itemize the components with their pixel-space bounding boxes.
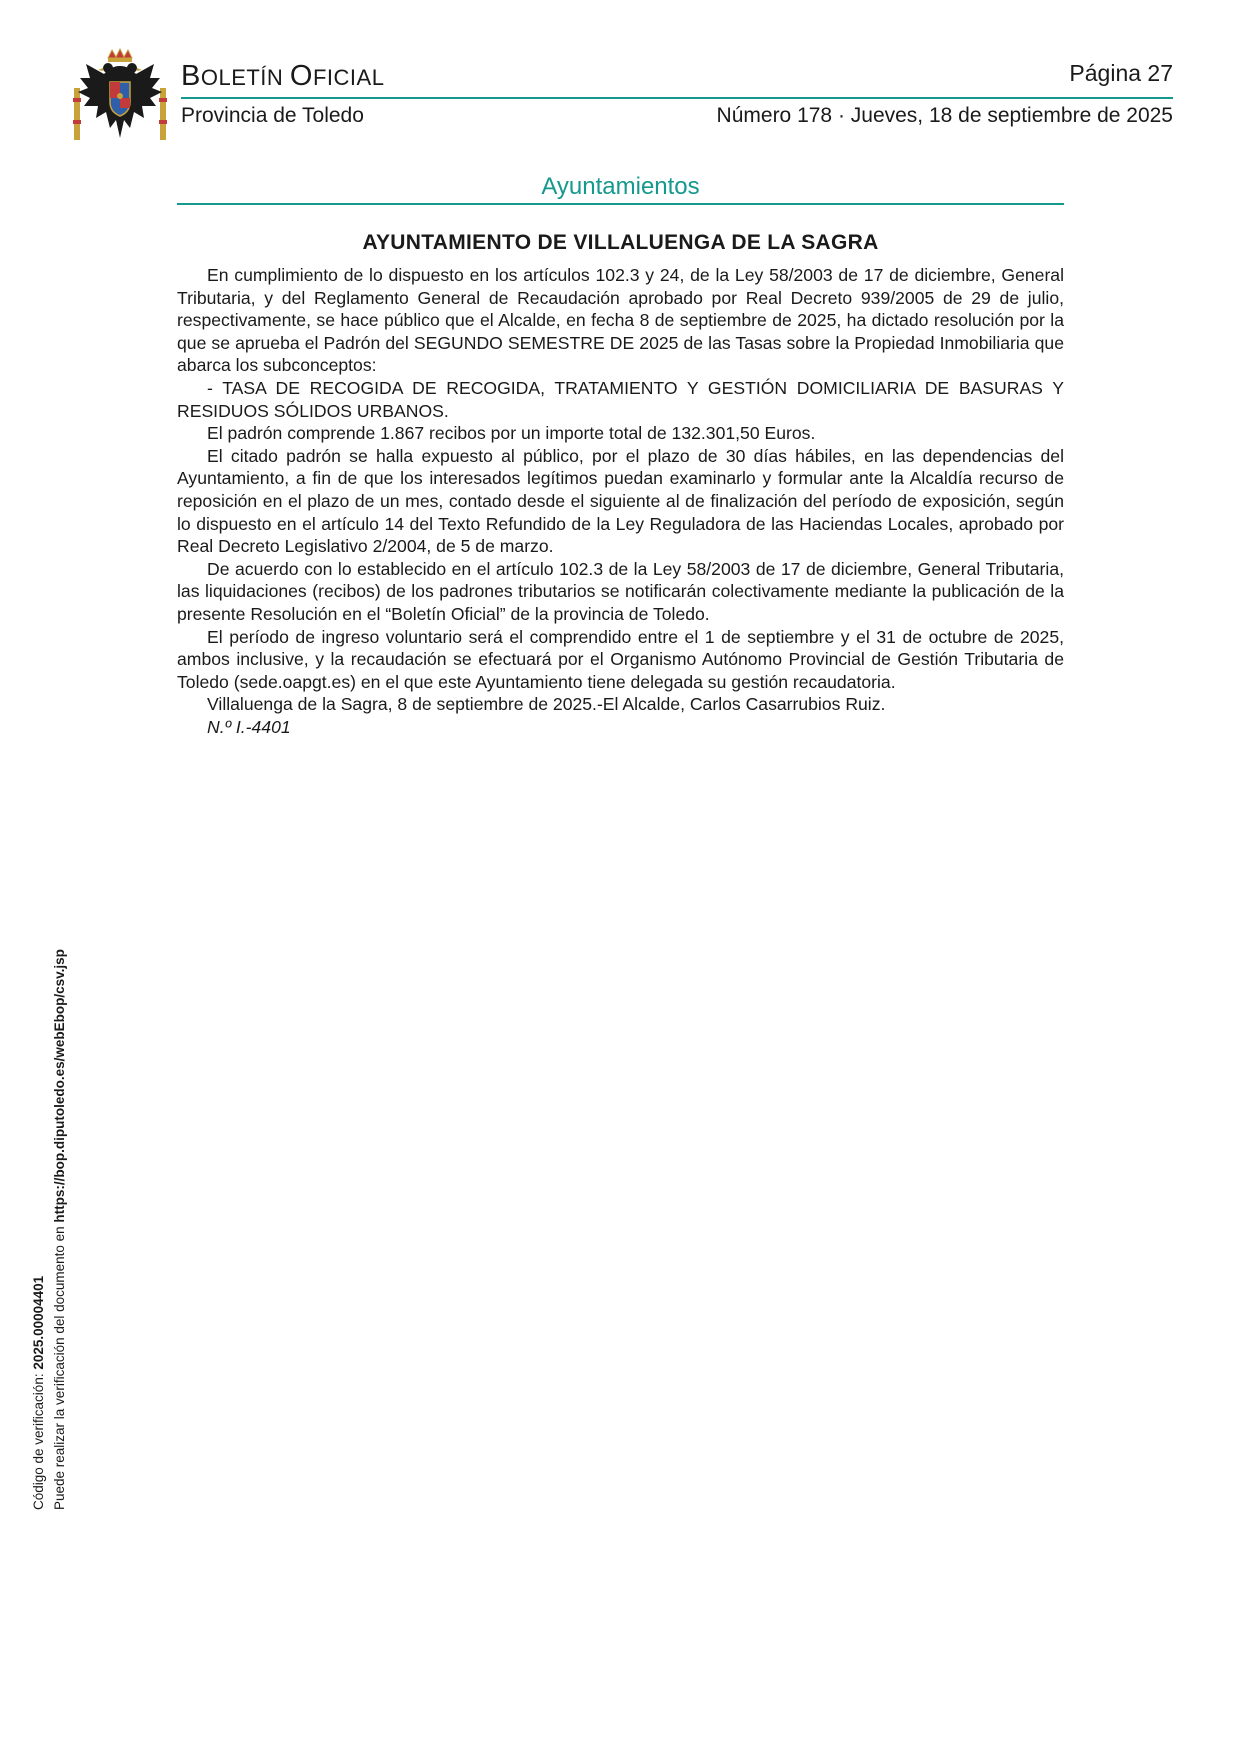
announcement-heading: AYUNTAMIENTO DE VILLALUENGA DE LA SAGRA [362, 231, 879, 254]
title-initial: B [181, 60, 201, 92]
section-divider [177, 203, 1064, 205]
section-title: Ayuntamientos [541, 173, 700, 200]
province-label: Provincia de Toledo [181, 104, 364, 127]
page-number: Página 27 [1069, 60, 1173, 86]
verification-code: 2025.00004401 [31, 1275, 46, 1370]
announcement [177, 230, 1064, 738]
issue-info: Número 178 · Jueves, 18 de septiembre de 2025 [716, 104, 1173, 127]
verification-url-label: Puede realizar la verificación del documento en [52, 1222, 67, 1510]
signature-line: Villaluenga de la Sagra, 8 de septiembre de 2025.-El Alcalde, Carlos Casarrubios Ruiz. [207, 694, 886, 715]
toledo-crest-icon [70, 48, 170, 148]
bulletin-title [181, 62, 384, 91]
verification-code-line [28, 910, 49, 1510]
paragraph: - TASA DE RECOGIDA DE RECOGIDA, TRATAMIENTO Y GESTIÓN DOMICILIARIA DE BASURAS Y RESIDUOS SÓLIDOS URBANOS. [177, 377, 1064, 421]
paragraph: De acuerdo con lo establecido en el artículo 102.3 de la Ley 58/2003 de 17 de diciembre, General Tributaria, las liquidaciones (recibos) de los padrones tributarios se notificarán colectivamente mediante la publicación de la presente Resolución en el “Boletín Oficial” de la provincia de Toledo. [177, 558, 1064, 624]
reference-number: N.º I.-4401 [207, 716, 291, 737]
header-divider [181, 97, 1173, 99]
title-part: FICIAL [312, 65, 385, 90]
paragraph: En cumplimiento de lo dispuesto en los artículos 102.3 y 24, de la Ley 58/2003 de 17 de diciembre, General Tributaria, y del Reglamento General de Recaudación aprobado por Real Decreto 939/2005 de 29 de julio, respectivamente, se hace público que el Alcalde, en fecha 8 de septiembre de 2025, ha dictado resolución por la que se aprueba el Padrón del SEGUNDO SEMESTRE DE 2025 de las Tasas sobre la Propiedad Inmobiliaria que abarca los subconceptos: [177, 265, 1064, 376]
verification-code-label: Código de verificación: [31, 1369, 46, 1510]
paragraph: El citado padrón se halla expuesto al público, por el plazo de 30 días hábiles, en las dependencias del Ayuntamiento, a fin de que los interesados legítimos puedan examinarlo y formular ante la Alcaldía recurso de reposición en el plazo de un mes, contado desde el siguiente al de finalización del período de exposición, según lo dispuesto en el artículo 14 del Texto Refundido de la Ley Reguladora de las Haciendas Locales, aprobado por Real Decreto Legislativo 2/2004, de 5 de marzo. [177, 445, 1064, 557]
verification-url-line [49, 910, 70, 1510]
title-part: OLETÍN [200, 65, 290, 90]
verification-note [28, 910, 88, 1510]
title-initial: O [289, 60, 313, 92]
verification-url-link[interactable]: https://bop.diputoledo.es/webEbop/csv.jsp [52, 949, 67, 1223]
paragraph: El período de ingreso voluntario será el comprendido entre el 1 de septiembre y el 31 de octubre de 2025, ambos inclusive, y la recaudación se efectuará por el Organismo Autónomo Provincial de Gestión Tributaria de Toledo (sede.oapgt.es) en el que este Ayuntamiento tiene delegada su gestión recaudatoria. [177, 626, 1064, 692]
paragraph: El padrón comprende 1.867 recibos por un importe total de 132.301,50 Euros. [207, 423, 816, 444]
